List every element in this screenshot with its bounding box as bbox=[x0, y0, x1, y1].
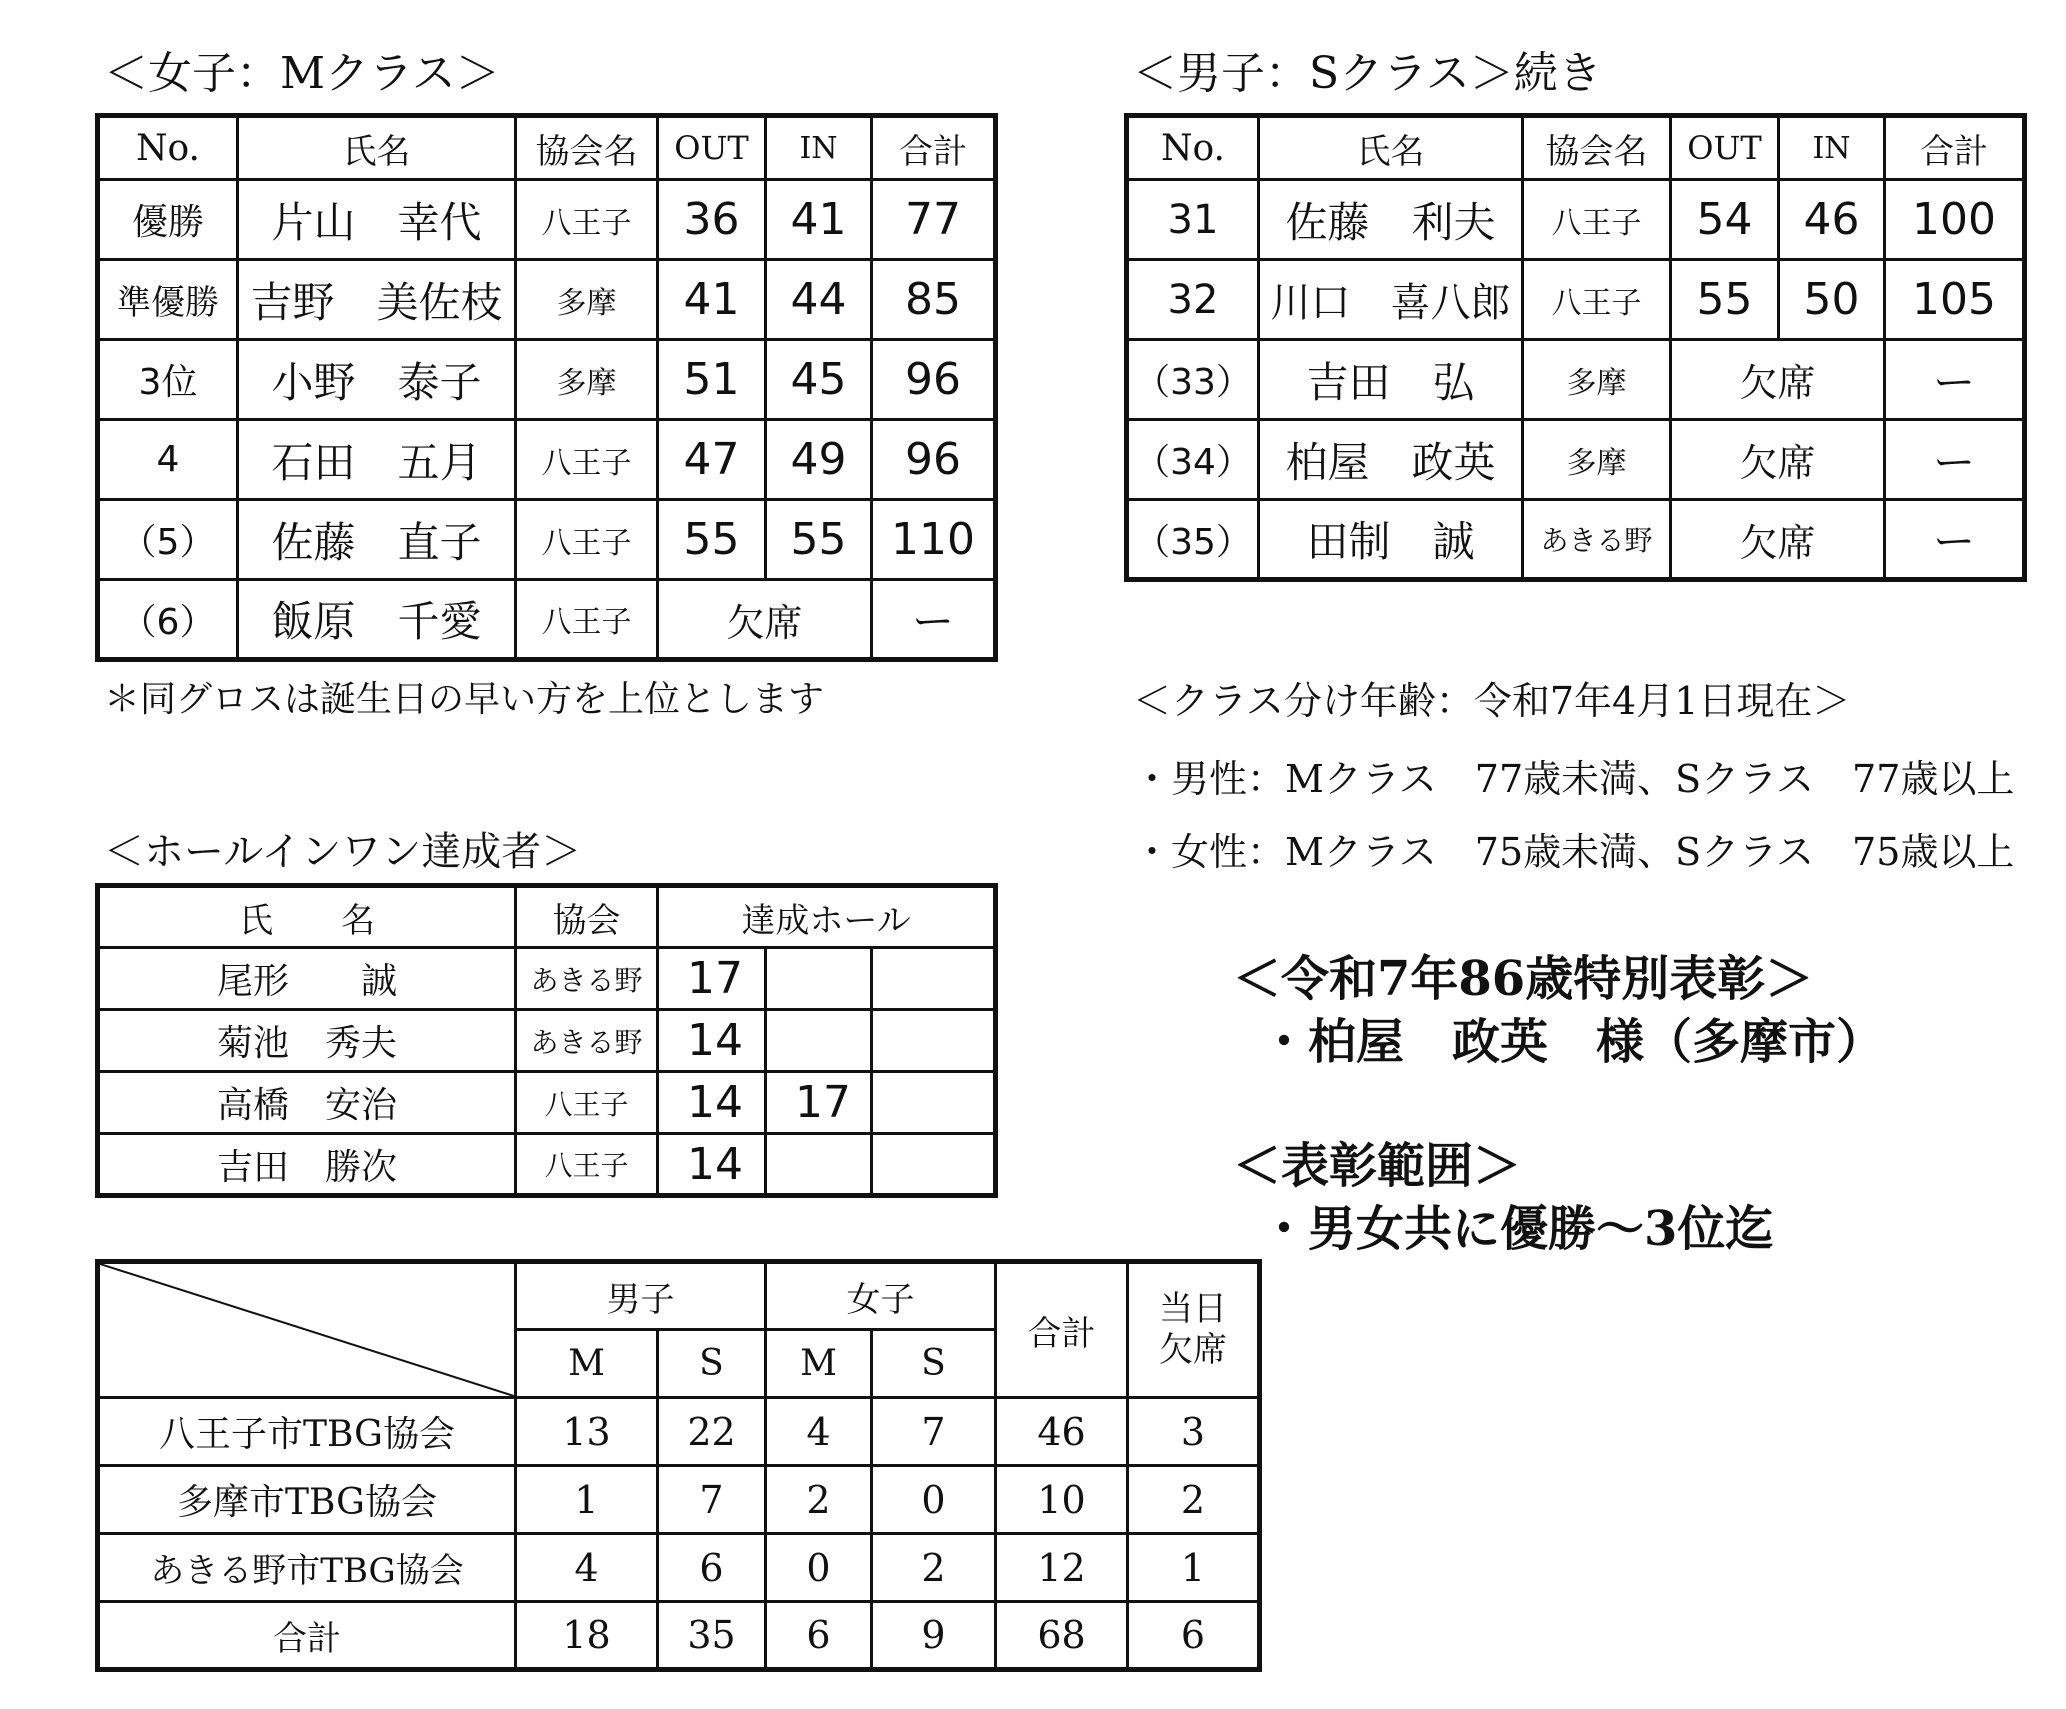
sub-women-m: M bbox=[766, 1330, 872, 1398]
table-row-absent bbox=[1127, 500, 2025, 580]
hole-2: 17 bbox=[766, 1072, 872, 1134]
hole-3 bbox=[872, 948, 996, 1010]
col-in: IN bbox=[1779, 116, 1885, 180]
player-name: 菊池 秀夫 bbox=[98, 1010, 516, 1072]
assoc: 八王子 bbox=[1523, 260, 1671, 340]
absent-status: 欠席 bbox=[1671, 420, 1885, 500]
in-score: 41 bbox=[766, 180, 872, 260]
col-in: IN bbox=[766, 116, 872, 180]
men-s-table bbox=[1124, 113, 2027, 582]
tie-note: ＊同グロスは誕生日の早い方を上位とします bbox=[104, 679, 825, 720]
hole-3 bbox=[872, 1072, 996, 1134]
table-row bbox=[98, 1466, 1260, 1534]
player-name: 佐藤 直子 bbox=[238, 500, 516, 580]
rank: 準優勝 bbox=[98, 260, 238, 340]
absent-count: 2 bbox=[1128, 1466, 1260, 1534]
men-s-count: 35 bbox=[658, 1602, 766, 1670]
assoc-name: 多摩市TBG協会 bbox=[98, 1466, 516, 1534]
hole-1: 14 bbox=[658, 1134, 766, 1196]
summary-header-row bbox=[98, 1262, 1260, 1330]
assoc: あきる野 bbox=[516, 948, 658, 1010]
table-row-absent bbox=[1127, 340, 2025, 420]
table-row-absent bbox=[1127, 420, 2025, 500]
absent-count: 1 bbox=[1128, 1534, 1260, 1602]
col-no: No. bbox=[1127, 116, 1259, 180]
hole-2 bbox=[766, 948, 872, 1010]
out-score: 47 bbox=[658, 420, 766, 500]
in-score: 50 bbox=[1779, 260, 1885, 340]
assoc: 八王子 bbox=[516, 1134, 658, 1196]
total-score: 100 bbox=[1885, 180, 2025, 260]
women-m-count: 6 bbox=[766, 1602, 872, 1670]
col-out: OUT bbox=[1671, 116, 1779, 180]
out-score: 55 bbox=[658, 500, 766, 580]
men-s-count: 22 bbox=[658, 1398, 766, 1466]
assoc-name: あきる野市TBG協会 bbox=[98, 1534, 516, 1602]
in-score: 44 bbox=[766, 260, 872, 340]
women-s-count: 9 bbox=[872, 1602, 996, 1670]
in-score: 46 bbox=[1779, 180, 1885, 260]
sub-men-s: S bbox=[658, 1330, 766, 1398]
table-row bbox=[98, 1134, 996, 1196]
total-score: 85 bbox=[872, 260, 996, 340]
assoc-name: 合計 bbox=[98, 1602, 516, 1670]
table-row bbox=[98, 340, 996, 420]
women-s-count: 7 bbox=[872, 1398, 996, 1466]
table-row bbox=[1127, 260, 2025, 340]
player-name: 石田 五月 bbox=[238, 420, 516, 500]
group-men: 男子 bbox=[516, 1262, 766, 1330]
men-s-header-row bbox=[1127, 116, 2025, 180]
diagonal-line-icon bbox=[100, 1264, 514, 1396]
player-name: 吉野 美佐枝 bbox=[238, 260, 516, 340]
total-score: 96 bbox=[872, 340, 996, 420]
sub-men-m: M bbox=[516, 1330, 658, 1398]
absent-status: 欠席 bbox=[658, 580, 872, 660]
player-name: 高橋 安治 bbox=[98, 1072, 516, 1134]
assoc-name: 八王子市TBG協会 bbox=[98, 1398, 516, 1466]
award-range-title: ＜表彰範囲＞ bbox=[1233, 1138, 1522, 1194]
total-count: 46 bbox=[996, 1398, 1128, 1466]
col-assoc: 協会 bbox=[516, 886, 658, 948]
col-name: 氏 名 bbox=[98, 886, 516, 948]
col-assoc: 協会名 bbox=[516, 116, 658, 180]
col-total: 合計 bbox=[872, 116, 996, 180]
award-range-line: ・男女共に優勝～3位迄 bbox=[1260, 1201, 1774, 1257]
in-score: 55 bbox=[766, 500, 872, 580]
out-score: 51 bbox=[658, 340, 766, 420]
total-score: 110 bbox=[872, 500, 996, 580]
absent-label-line1: 当日 bbox=[1159, 1289, 1227, 1330]
assoc: 八王子 bbox=[1523, 180, 1671, 260]
assoc: 八王子 bbox=[516, 1072, 658, 1134]
total-score: 96 bbox=[872, 420, 996, 500]
men-s-count: 6 bbox=[658, 1534, 766, 1602]
hole-3 bbox=[872, 1010, 996, 1072]
rank: 31 bbox=[1127, 180, 1259, 260]
player-name: 川口 喜八郎 bbox=[1259, 260, 1523, 340]
rank: 4 bbox=[98, 420, 238, 500]
table-row bbox=[98, 260, 996, 340]
out-score: 55 bbox=[1671, 260, 1779, 340]
table-row bbox=[98, 420, 996, 500]
hole-in-one-table bbox=[95, 883, 998, 1198]
hole-2 bbox=[766, 1010, 872, 1072]
hole-1: 17 bbox=[658, 948, 766, 1010]
sub-women-s: S bbox=[872, 1330, 996, 1398]
rank: （6） bbox=[98, 580, 238, 660]
col-out: OUT bbox=[658, 116, 766, 180]
assoc: 八王子 bbox=[516, 420, 658, 500]
rank: （33） bbox=[1127, 340, 1259, 420]
total-count: 10 bbox=[996, 1466, 1128, 1534]
hole-1: 14 bbox=[658, 1072, 766, 1134]
women-m-count: 0 bbox=[766, 1534, 872, 1602]
col-absent bbox=[1128, 1262, 1260, 1398]
absent-status: 欠席 bbox=[1671, 500, 1885, 580]
in-score: 49 bbox=[766, 420, 872, 500]
men-m-count: 18 bbox=[516, 1602, 658, 1670]
class-age-women: ・女性：Mクラス 75歳未満、Sクラス 75歳以上 bbox=[1133, 830, 2015, 874]
total-score: ー bbox=[1885, 500, 2025, 580]
in-score: 45 bbox=[766, 340, 872, 420]
out-score: 36 bbox=[658, 180, 766, 260]
total-score: 77 bbox=[872, 180, 996, 260]
out-score: 54 bbox=[1671, 180, 1779, 260]
col-holes: 達成ホール bbox=[658, 886, 996, 948]
table-row bbox=[98, 948, 996, 1010]
diagonal-corner-cell bbox=[98, 1262, 516, 1398]
player-name: 吉田 勝次 bbox=[98, 1134, 516, 1196]
col-total: 合計 bbox=[996, 1262, 1128, 1398]
col-total: 合計 bbox=[1885, 116, 2025, 180]
total-score: 105 bbox=[1885, 260, 2025, 340]
total-score: ー bbox=[1885, 420, 2025, 500]
assoc: 多摩 bbox=[1523, 340, 1671, 420]
table-row bbox=[98, 500, 996, 580]
player-name: 佐藤 利夫 bbox=[1259, 180, 1523, 260]
col-no: No. bbox=[98, 116, 238, 180]
rank: 3位 bbox=[98, 340, 238, 420]
total-count: 12 bbox=[996, 1534, 1128, 1602]
assoc: 多摩 bbox=[516, 260, 658, 340]
rank: （34） bbox=[1127, 420, 1259, 500]
out-score: 41 bbox=[658, 260, 766, 340]
hole-2 bbox=[766, 1134, 872, 1196]
assoc: 多摩 bbox=[1523, 420, 1671, 500]
summary-table bbox=[95, 1259, 1262, 1672]
men-m-count: 1 bbox=[516, 1466, 658, 1534]
table-row bbox=[1127, 180, 2025, 260]
hole-3 bbox=[872, 1134, 996, 1196]
rank: 優勝 bbox=[98, 180, 238, 260]
group-women: 女子 bbox=[766, 1262, 996, 1330]
player-name: 尾形 誠 bbox=[98, 948, 516, 1010]
table-row-absent bbox=[98, 580, 996, 660]
women-m-count: 2 bbox=[766, 1466, 872, 1534]
player-name: 小野 泰子 bbox=[238, 340, 516, 420]
assoc: 八王子 bbox=[516, 180, 658, 260]
table-row bbox=[98, 180, 996, 260]
assoc: あきる野 bbox=[516, 1010, 658, 1072]
women-m-count: 4 bbox=[766, 1398, 872, 1466]
total-count: 68 bbox=[996, 1602, 1128, 1670]
absent-status: 欠席 bbox=[1671, 340, 1885, 420]
assoc: 八王子 bbox=[516, 580, 658, 660]
player-name: 吉田 弘 bbox=[1259, 340, 1523, 420]
men-m-count: 4 bbox=[516, 1534, 658, 1602]
rank: 32 bbox=[1127, 260, 1259, 340]
absent-label-line2: 欠席 bbox=[1159, 1330, 1227, 1370]
col-name: 氏名 bbox=[1259, 116, 1523, 180]
assoc: 八王子 bbox=[516, 500, 658, 580]
table-row bbox=[98, 1072, 996, 1134]
women-m-table bbox=[95, 113, 998, 662]
table-row bbox=[98, 1398, 1260, 1466]
player-name: 柏屋 政英 bbox=[1259, 420, 1523, 500]
special-award-line: ・柏屋 政英 様（多摩市） bbox=[1260, 1014, 1885, 1070]
col-assoc: 協会名 bbox=[1523, 116, 1671, 180]
player-name: 田制 誠 bbox=[1259, 500, 1523, 580]
class-age-title: ＜クラス分け年齢：令和7年4月1日現在＞ bbox=[1133, 679, 1851, 723]
player-name: 飯原 千愛 bbox=[238, 580, 516, 660]
women-s-count: 0 bbox=[872, 1466, 996, 1534]
rank: （35） bbox=[1127, 500, 1259, 580]
assoc: 多摩 bbox=[516, 340, 658, 420]
hole-1: 14 bbox=[658, 1010, 766, 1072]
summary-total-row bbox=[98, 1602, 1260, 1670]
hole-in-one-header-row bbox=[98, 886, 996, 948]
class-age-men: ・男性：Mクラス 77歳未満、Sクラス 77歳以上 bbox=[1133, 757, 2015, 801]
women-s-count: 2 bbox=[872, 1534, 996, 1602]
absent-count: 6 bbox=[1128, 1602, 1260, 1670]
women-m-title: ＜女子：Mクラス＞ bbox=[104, 48, 500, 99]
women-m-header-row bbox=[98, 116, 996, 180]
absent-count: 3 bbox=[1128, 1398, 1260, 1466]
men-m-count: 13 bbox=[516, 1398, 658, 1466]
table-row bbox=[98, 1534, 1260, 1602]
table-row bbox=[98, 1010, 996, 1072]
player-name: 片山 幸代 bbox=[238, 180, 516, 260]
rank: （5） bbox=[98, 500, 238, 580]
total-score: ー bbox=[872, 580, 996, 660]
col-name: 氏名 bbox=[238, 116, 516, 180]
total-score: ー bbox=[1885, 340, 2025, 420]
men-s-count: 7 bbox=[658, 1466, 766, 1534]
assoc: あきる野 bbox=[1523, 500, 1671, 580]
hole-in-one-title: ＜ホールインワン達成者＞ bbox=[104, 829, 582, 875]
special-award-title: ＜令和7年86歳特別表彰＞ bbox=[1233, 951, 1814, 1007]
men-s-title: ＜男子：Sクラス＞続き bbox=[1133, 48, 1602, 99]
